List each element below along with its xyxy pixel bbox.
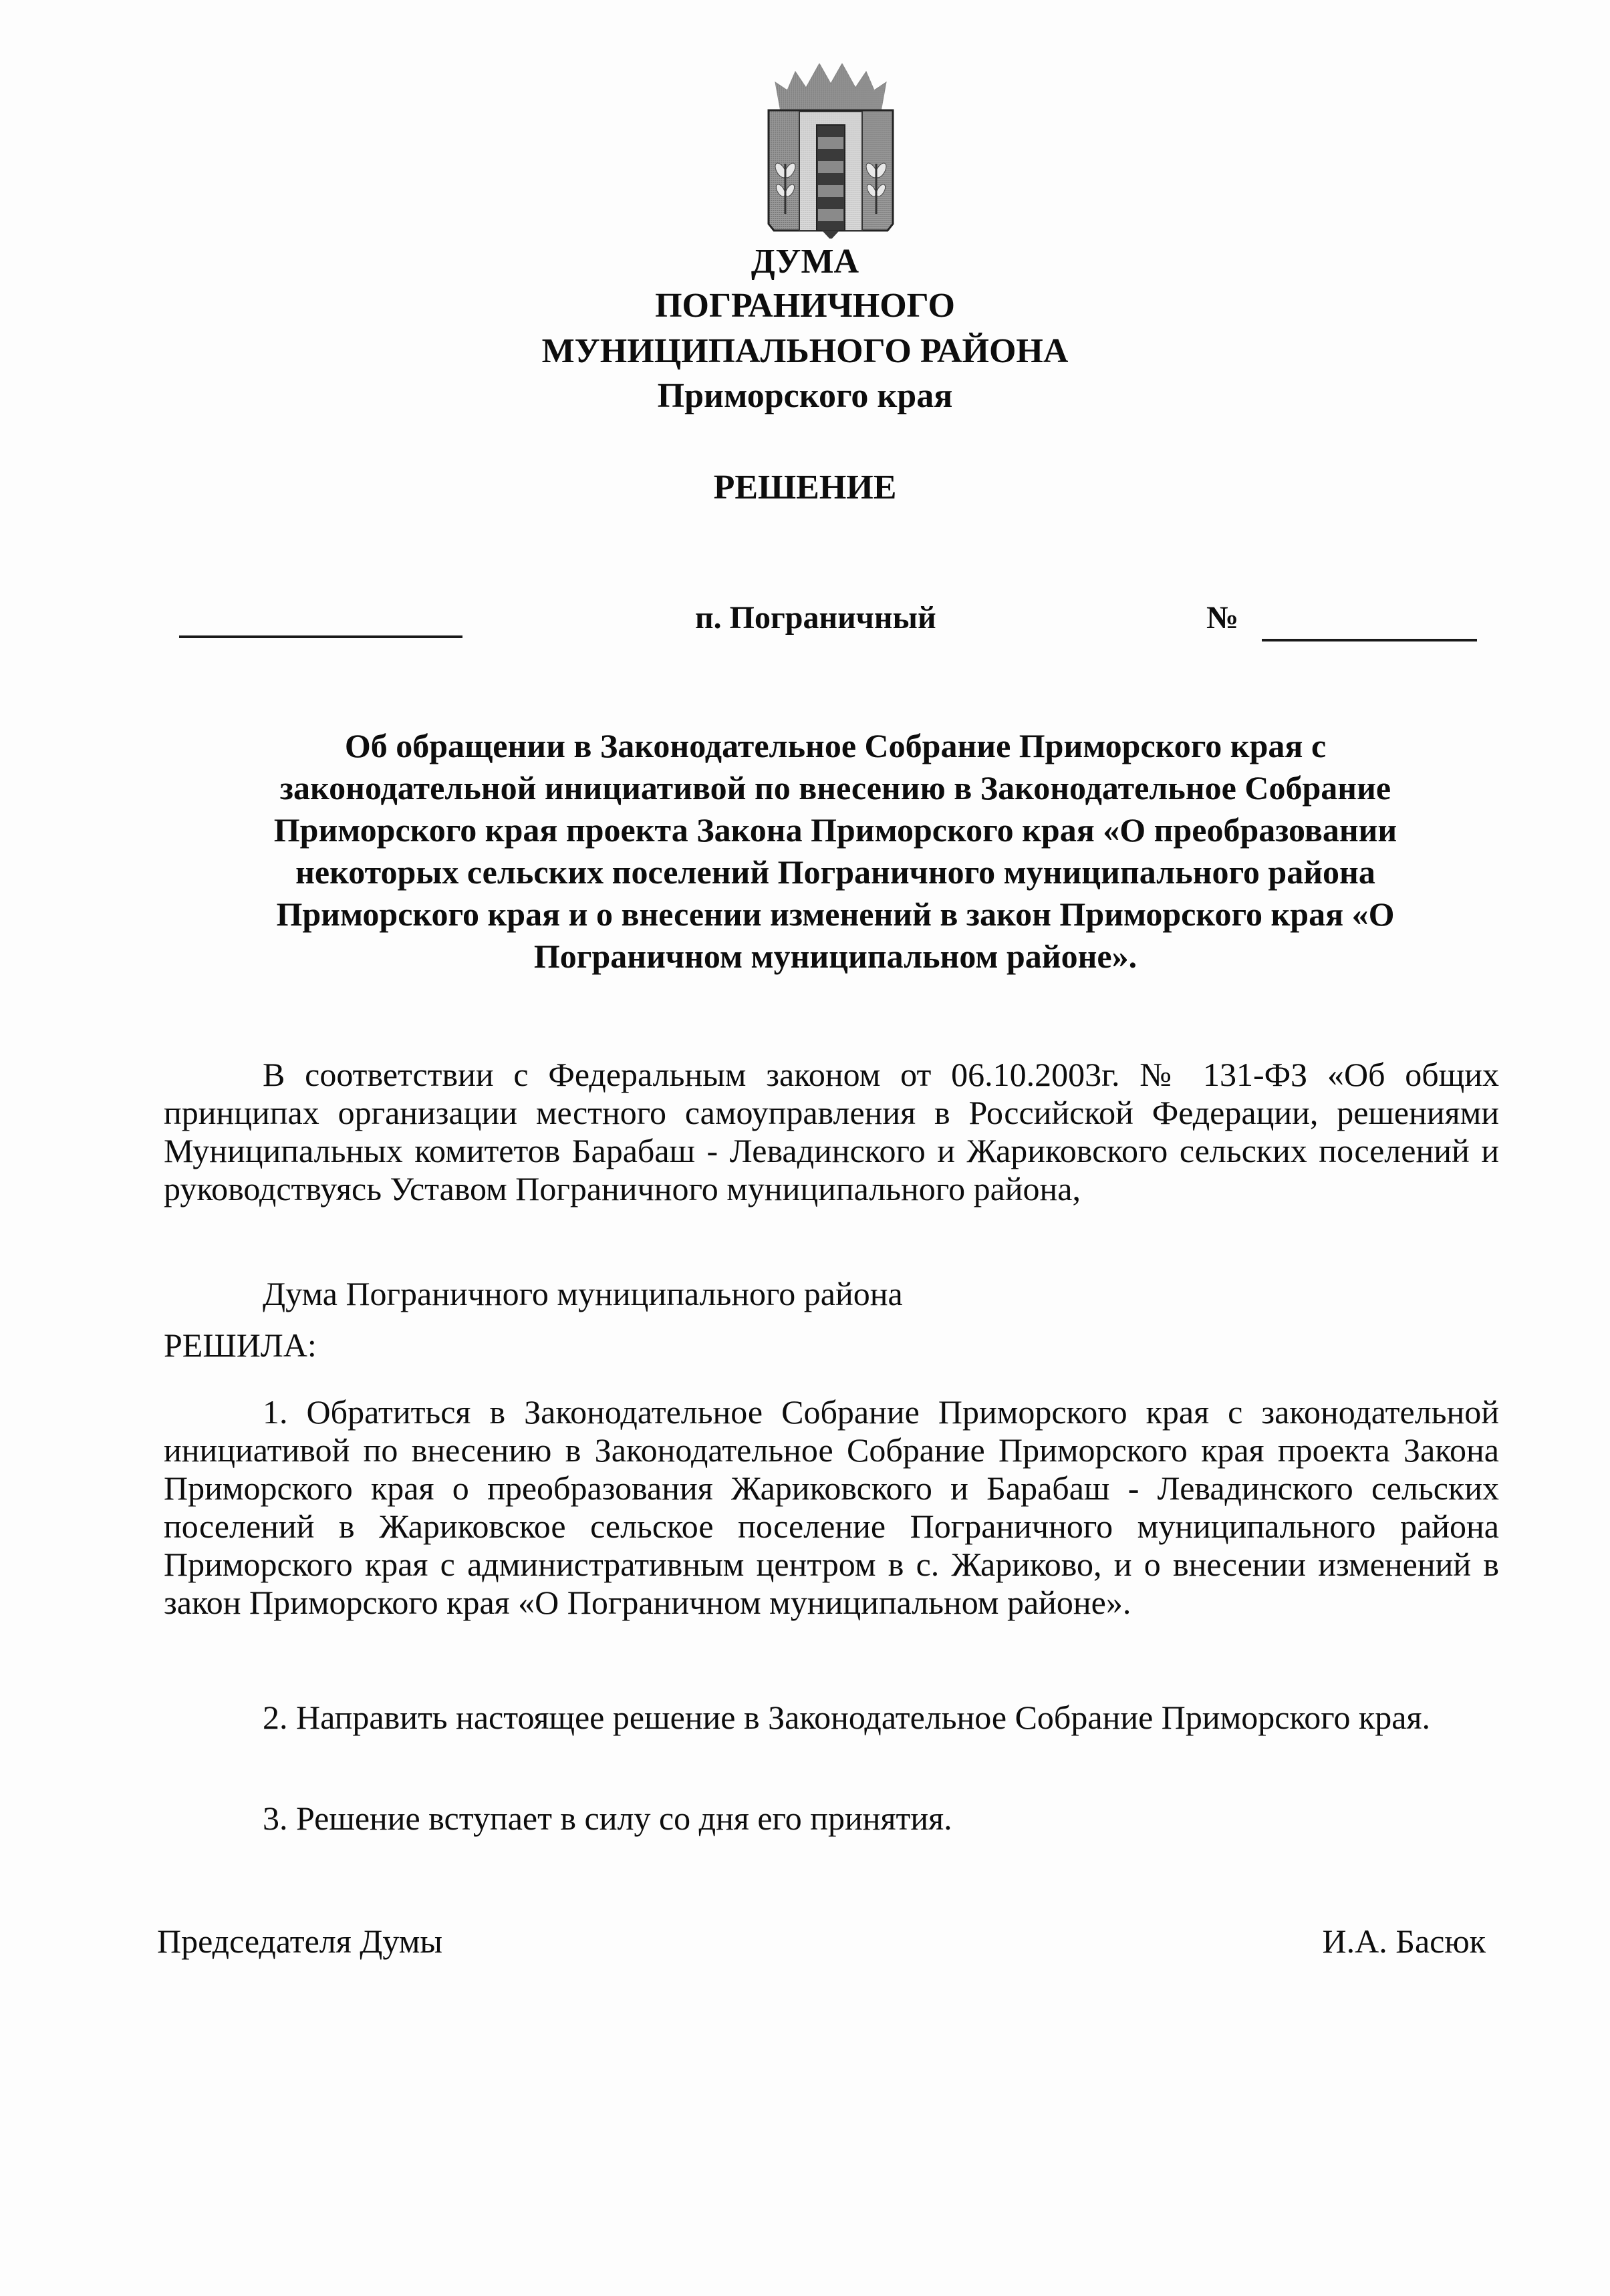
issuer-line-3: МУНИЦИПАЛЬНОГО РАЙОНА <box>541 332 1069 370</box>
place-of-issue: п. Пограничный <box>695 600 936 635</box>
title-line: Пограничном муниципальном районе». <box>533 938 1137 975</box>
signature-block <box>157 1921 1494 1968</box>
date-place-number-line <box>0 597 1610 650</box>
resolution-item-3: 3. Решение вступает в силу со дня его принятия. <box>263 1800 952 1837</box>
signatory-name: И.А. Басюк <box>1322 1922 1486 1960</box>
resolved-label: РЕШИЛА: <box>164 1326 317 1364</box>
coat-of-arms-icon <box>767 63 894 239</box>
title-line: Приморского края проекта Закона Приморского края «О преобразовании <box>273 811 1397 849</box>
enacting-body: Дума Пограничного муниципального района <box>263 1275 903 1312</box>
resolution-item-1: 1. Обратиться в Законодательное Собрание Приморского края с законодательной инициативой по внесению в Законодательное Собрание Приморского края проекта Закона Приморского края о преобразования Жариковского и Барабаш - Левадинского сельских поселений в Жариковское сельское поселение Пограничного муниципального района Приморского края с административным центром в с. Жариково, и о внесении изменений в закон Приморского края «О Пограничном муниципальном районе». <box>164 1393 1499 1621</box>
number-blank-line <box>1262 639 1477 641</box>
date-blank-line <box>179 635 462 638</box>
title-line: Приморского края и о внесении изменений в закон Приморского края «О <box>276 895 1395 933</box>
preamble-paragraph: В соответствии с Федеральным законом от 06.10.2003г. № 131-ФЗ «Об общих принципах организации местного самоуправления в Российской Федерации, решениями Муниципальных комитетов Барабаш - Левадинского и Жариковского сельских поселений и руководствуясь Уставом Пограничного муниципального района, <box>164 1056 1499 1207</box>
title-line: некоторых сельских поселений Пограничного муниципального района <box>295 853 1375 891</box>
issuer-region: Приморского края <box>657 377 953 415</box>
issuer-line-2: ПОГРАНИЧНОГО <box>655 287 955 325</box>
number-label: № <box>1206 600 1239 635</box>
issuer-line-1: ДУМА <box>751 243 859 281</box>
title-line: Об обращении в Законодательное Собрание Приморского края с <box>344 727 1327 764</box>
document-title <box>200 725 1470 978</box>
resolution-item-2: 2. Направить настоящее решение в Законодательное Собрание Приморского края. <box>263 1699 1430 1736</box>
title-line: законодательной инициативой по внесению в Законодательное Собрание <box>279 769 1391 807</box>
document-type: РЕШЕНИЕ <box>713 468 897 507</box>
signatory-position: Председателя Думы <box>157 1922 442 1960</box>
